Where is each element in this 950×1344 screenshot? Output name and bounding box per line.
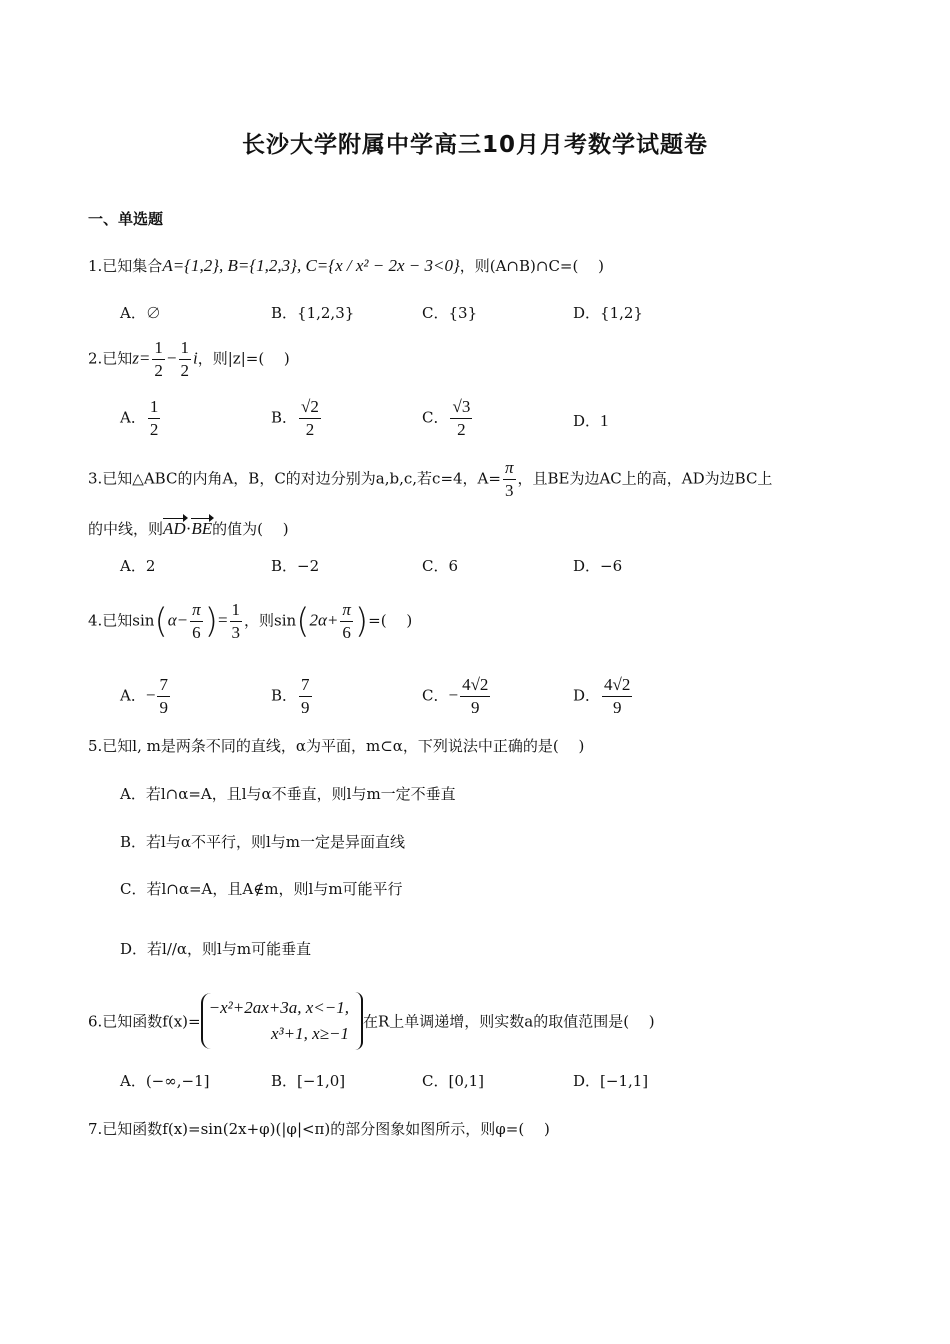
question-2: 2.已知z= $\frac{1}{2}$ − $\frac{1}{2}$ i，则|z|=( )	[88, 338, 290, 380]
q2-frac-2: $\frac{1}{2}$	[180, 338, 189, 380]
q4-option-d[interactable]: D． $\frac{4√2}{9}$	[573, 675, 631, 717]
vector-ad: AD	[163, 519, 186, 538]
q6-option-b[interactable]: B．[−1,0]	[271, 1072, 346, 1090]
piecewise-brace: −x²+2ax+3a, x<−1, x³+1, x≥−1	[201, 993, 355, 1049]
q4-option-c[interactable]: C．− $\frac{4√2}{9}$	[422, 675, 489, 717]
q3-option-d[interactable]: D．−6	[573, 557, 623, 575]
q2-option-b[interactable]: B． $\frac{√2}{2}$	[271, 397, 319, 439]
q1-suffix: ，则(A∩B)∩C=( )	[459, 257, 604, 275]
q5-option-a[interactable]: A．若l∩α=A，且l与α不垂直，则l与m一定不垂直	[120, 785, 456, 803]
question-1	[88, 255, 604, 276]
vector-be: BE	[191, 519, 213, 538]
q5-option-b[interactable]: B．若l与α不平行，则l与m一定是异面直线	[120, 833, 405, 851]
q5-option-c[interactable]: C．若l∩α=A，且A∉m，则l与m可能平行	[120, 880, 403, 898]
q1-prefix: 1.已知集合	[88, 257, 163, 275]
question-3-line-1: 3.已知△ABC的内角A，B，C的对边分别为a,b,c,若c=4，A= $\frac{\pi}{3}$ ，且BE为边AC上的高，AD为边BC上	[88, 458, 773, 500]
q1-sets: A={1,2}, B={1,2,3}, C={x / x² − 2x − 3<0}	[162, 256, 460, 275]
q6-option-d[interactable]: D．[−1,1]	[573, 1072, 649, 1090]
q1-option-b[interactable]: B．{1,2,3}	[271, 304, 355, 322]
section-heading: 一、单选题	[88, 210, 164, 228]
q4-option-b[interactable]: B． $\frac{7}{9}$	[271, 675, 310, 717]
page-title: 长沙大学附属中学高三10月月考数学试题卷	[241, 132, 708, 158]
q2-prefix: 2.已知	[88, 349, 133, 368]
q2-option-a[interactable]: A． $\frac{1}{2}$	[120, 397, 159, 439]
question-6: 6.已知函数f(x)= −x²+2ax+3a, x<−1, x³+1, x≥−1 在R上单调递增，则实数a的取值范围是( )	[88, 992, 655, 1050]
question-5: 5.已知l, m是两条不同的直线，α为平面，m⊂α，下列说法中正确的是( )	[88, 737, 585, 755]
q2-frac-1: $\frac{1}{2}$	[154, 338, 163, 380]
question-4: 4.已知sin(α− $\frac{\pi}{6}$ )= $\frac{1}{3}$ ，则sin(2α+ $\frac{\pi}{6}$ )=( )	[88, 600, 413, 642]
q2-z: z=	[132, 348, 151, 368]
q1-option-c[interactable]: C．{3}	[422, 304, 478, 322]
question-7: 7.已知函数f(x)=sin(2x+φ)(|φ|<π)的部分图象如图所示，则φ=( )	[88, 1120, 550, 1138]
q3-option-a[interactable]: A．2	[120, 557, 156, 575]
q6-option-a[interactable]: A．(−∞,−1]	[120, 1072, 210, 1090]
question-3-line-2: 的中线，则AD·BE的值为( )	[88, 519, 289, 538]
q4-option-a[interactable]: A．− $\frac{7}{9}$	[120, 675, 168, 717]
q1-option-d[interactable]: D．{1,2}	[573, 304, 643, 322]
q2-option-c[interactable]: C． $\frac{√3}{2}$	[422, 397, 471, 439]
q1-option-a[interactable]: A．∅	[120, 304, 161, 322]
q6-option-c[interactable]: C．[0,1]	[422, 1072, 485, 1090]
q5-option-d[interactable]: D．若l//α，则l与m可能垂直	[120, 940, 312, 958]
q3-option-c[interactable]: C．6	[422, 557, 459, 575]
q2-suffix: ，则|z|=( )	[197, 349, 290, 368]
q3-option-b[interactable]: B．−2	[271, 557, 320, 575]
q2-option-d[interactable]: D．1	[573, 411, 609, 430]
